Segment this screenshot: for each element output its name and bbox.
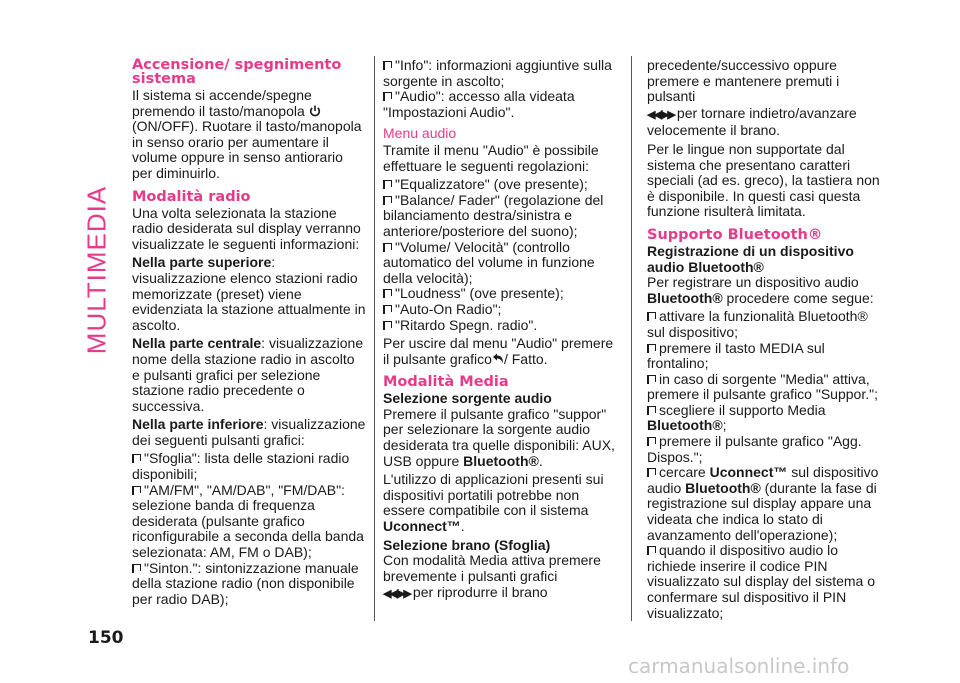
watermark: carmanualsonline.info — [628, 654, 850, 678]
paragraph: Tramite il menu "Audio" è possibile effettuare le seguenti regolazioni: — [383, 141, 599, 174]
list-item: "Loudness" (ove presente); — [383, 286, 619, 302]
back-arrow-icon — [492, 353, 504, 364]
heading-media: Modalità Media — [383, 374, 509, 391]
list-item: "Sinton.": sintonizzazione manuale della stazione radio (non disponibile per radio DAB); — [132, 559, 359, 607]
bullet-icon — [383, 61, 392, 70]
prev-next-icon: ◀◀/▶▶ — [647, 108, 674, 121]
list-item: quando il dispositivo audio lo richiede inserire il codice PIN visualizzato sul display del sistema o confermare sul dispositivo il PIN visualizzato; — [647, 542, 875, 621]
list-item: "Ritardo Spegn. radio". — [383, 318, 619, 334]
heading-audio-menu: Menu audio — [383, 125, 457, 142]
paragraph: ◀◀/▶▶ per riprodurre il brano — [383, 585, 619, 603]
bullet-icon — [383, 92, 392, 101]
column-2 — [383, 58, 619, 606]
bullet-icon — [647, 406, 656, 415]
paragraph: Nella parte superiore: visualizzazione elenco stazioni radio memorizzate (preset) viene evidenziata la stazione attualmente in ascolto. — [132, 254, 366, 333]
bullet-icon — [647, 344, 656, 353]
bullet-icon — [132, 486, 141, 495]
list-item: "Audio": accesso alla videata "Impostazioni Audio". — [383, 88, 575, 120]
bullet-icon — [647, 375, 656, 384]
bullet-icon — [647, 546, 656, 555]
bullet-icon — [647, 312, 656, 321]
section-side-title-text: MULTIMEDIA — [81, 185, 112, 355]
list-item: "Equalizzatore" (ove presente); — [383, 177, 619, 193]
column-1 — [132, 58, 366, 607]
subheading-registration: Registrazione di un dispositivo audio Bluetooth® — [647, 242, 854, 275]
paragraph: Con modalità Media attiva premere brevemente i pulsanti grafici — [383, 552, 601, 584]
paragraph: Premere il pulsante grafico "suppor" per selezionare la sorgente audio desiderata tra quelle disponibili: AUX, USB oppure Bluetooth®. — [383, 405, 615, 469]
paragraph: ◀◀/▶▶ per tornare indietro/avanzare velocemente il brano. — [647, 104, 857, 139]
list-item: attivare la funzionalità Bluetooth® sul dispositivo; — [647, 308, 868, 340]
bullet-icon — [383, 196, 392, 205]
list-item: cercare Uconnect™ sul dispositivo audio Bluetooth® (durante la fase di registrazione sul display appare una videata che indica lo stato di avanzamento dell'operazione); — [647, 464, 879, 543]
bullet-icon — [383, 243, 392, 252]
column-3 — [647, 58, 887, 621]
heading-bluetooth: Supporto Bluetooth® — [647, 226, 823, 243]
paragraph: Per registrare un dispositivo audio Bluetooth® procedere come segue: — [647, 274, 874, 306]
list-item: "Info": informazioni aggiuntive sulla sorgente in ascolto; — [383, 57, 612, 89]
bullet-icon — [647, 437, 656, 446]
list-item: premere il pulsante grafico "Agg. Dispos."; — [647, 433, 862, 465]
power-icon — [309, 105, 321, 117]
column-divider — [631, 56, 632, 621]
prev-next-icon: ◀◀/▶▶ — [383, 588, 410, 601]
list-item: "Volume/ Velocità" (controllo automatico del volume in funzione della velocità); — [383, 238, 595, 286]
column-divider — [374, 56, 375, 621]
list-item: premere il tasto MEDIA sul frontalino; — [647, 339, 825, 372]
bullet-icon — [383, 289, 392, 298]
subheading-track: Selezione brano (Sfoglia) — [383, 536, 551, 553]
list-item: in caso di sorgente "Media" attiva, premere il pulsante grafico "Suppor."; — [647, 370, 878, 403]
page-number: 150 — [88, 628, 124, 648]
bullet-icon — [647, 468, 656, 477]
heading-power: Accensione/ spegnimento sistema — [132, 57, 342, 87]
paragraph: Una volta selezionata la stazione radio desiderata sul display verranno visualizzate le seguenti informazioni: — [132, 204, 361, 252]
paragraph: Per le lingue non supportate dal sistema che presentano caratteri speciali (ad es. greco), la tastiera non è disponibile. In questi casi questa funzione risulterà limitata. — [647, 140, 880, 220]
paragraph: Nella parte inferiore: visualizzazione dei seguenti pulsanti grafici: — [132, 416, 366, 448]
paragraph: Il sistema si accende/spegne premendo il tasto/manopola (ON/OFF). Ruotare il tasto/manopola in senso orario per aumentare il volume oppure in senso antiorario per diminuirlo. — [132, 87, 362, 181]
bullet-icon — [383, 305, 392, 314]
paragraph: Per uscire dal menu "Audio" premere il pulsante grafico / Fatto. — [383, 335, 614, 367]
paragraph: precedente/successivo oppure premere e mantenere premuti i pulsanti — [647, 57, 840, 105]
list-item: "AM/FM", "AM/DAB", "FM/DAB": selezione banda di frequenza desiderata (pulsante grafico riconfigurabile a seconda della banda selezionata: AM, FM o DAB); — [132, 481, 364, 561]
section-side-title — [80, 185, 114, 355]
bullet-icon — [383, 180, 392, 189]
list-item: "Auto-On Radio"; — [383, 302, 619, 318]
subheading-source: Selezione sorgente audio — [383, 390, 552, 407]
heading-radio: Modalità radio — [132, 188, 251, 205]
bullet-icon — [132, 454, 141, 463]
list-item: "Balance/ Fader" (regolazione del bilanciamento destra/sinistra e anteriore/posteriore del suono); — [383, 191, 604, 239]
list-item: "Sfoglia": lista delle stazioni radio disponibili; — [132, 450, 350, 483]
bullet-icon — [383, 321, 392, 330]
paragraph: Nella parte centrale: visualizzazione nome della stazione radio in ascolto e pulsanti grafici per selezione stazione radio precedente o successiva. — [132, 335, 364, 414]
list-item: scegliere il supporto Media Bluetooth®; — [647, 401, 826, 434]
paragraph: L'utilizzo di applicazioni presenti sui dispositivi portatili potrebbe non essere compatibile con il sistema Uconnect™. — [383, 471, 604, 535]
bullet-icon — [132, 564, 141, 573]
